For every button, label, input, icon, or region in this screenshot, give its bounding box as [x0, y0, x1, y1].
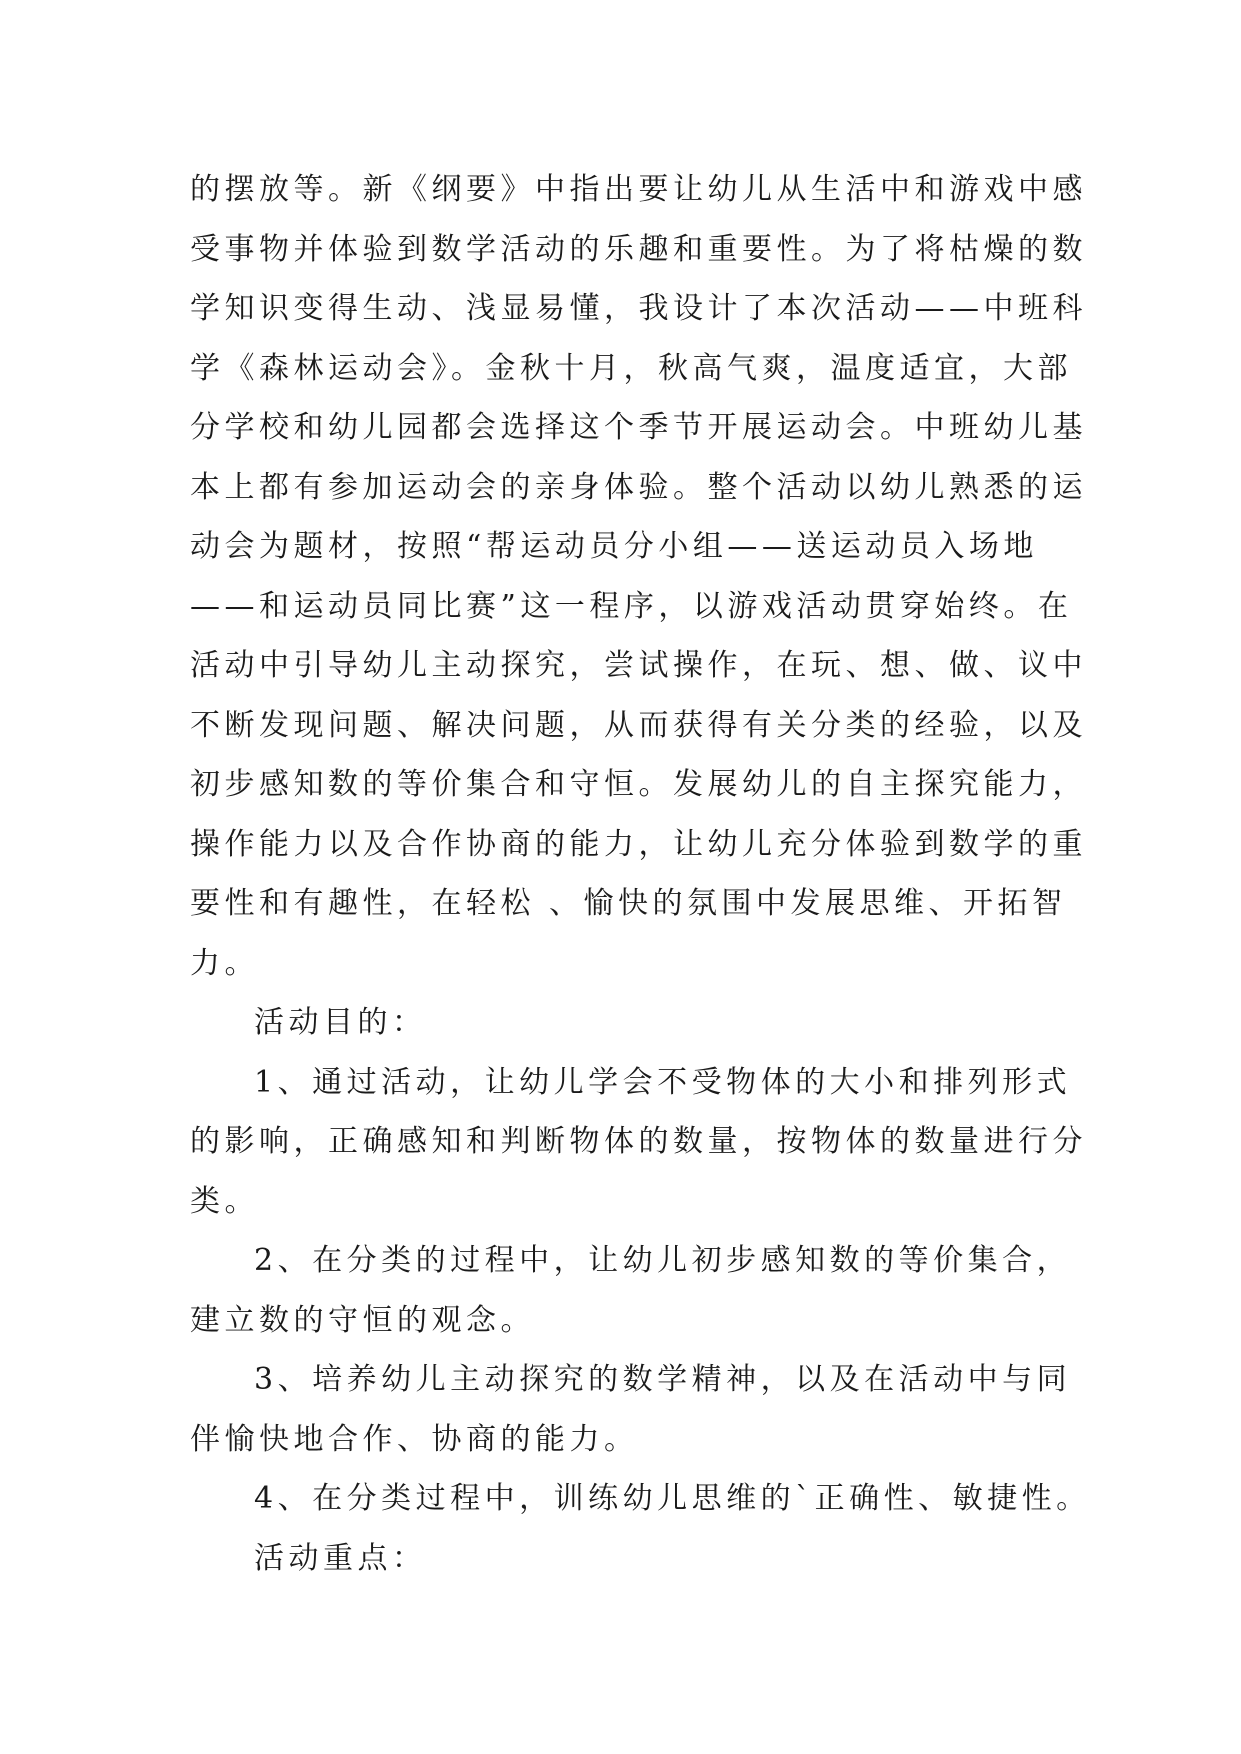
text-line: 初步感知数的等价集合和守恒。发展幼儿的自主探究能力， — [190, 767, 1087, 802]
text-line: 类。 — [190, 1183, 259, 1219]
text-line: 学知识变得生动、浅显易懂，我设计了本次活动——中班科 — [190, 291, 1087, 326]
text-line: 要性和有趣性，在轻松 、愉快的氛围中发展思维、开拓智 — [190, 886, 1067, 921]
text-line: 的影响，正确感知和判断物体的数量，按物体的数量进行分 — [190, 1124, 1087, 1159]
text-line: 不断发现问题、解决问题，从而获得有关分类的经验，以及 — [190, 707, 1087, 743]
text-line: 的摆放等。新《纲要》中指出要让幼儿从生活中和游戏中感 — [190, 172, 1087, 207]
text-line: 操作能力以及合作协商的能力，让幼儿充分体验到数学的重 — [190, 826, 1087, 862]
text-line: 受事物并体验到数学活动的乐趣和重要性。为了将枯燥的数 — [190, 231, 1087, 267]
list-item: 1、通过活动，让幼儿学会不受物体的大小和排列形式 — [254, 1064, 1072, 1100]
list-item: 3、培养幼儿主动探究的数学精神，以及在活动中与同 — [254, 1362, 1072, 1397]
section-heading: 活动重点： — [254, 1540, 427, 1576]
list-item: 2、在分类的过程中，让幼儿初步感知数的等价集合， — [254, 1243, 1072, 1278]
text-line: 建立数的守恒的观念。 — [190, 1302, 535, 1338]
text-line: 活动中引导幼儿主动探究，尝试操作，在玩、想、做、议中 — [190, 648, 1087, 683]
document-body — [190, 160, 1091, 1588]
text-line: 学《森林运动会》。金秋十月，秋高气爽，温度适宜，大部 — [190, 350, 1072, 386]
section-heading: 活动目的： — [254, 1005, 427, 1040]
text-line: 本上都有参加运动会的亲身体验。整个活动以幼儿熟悉的运 — [190, 469, 1087, 505]
text-line: 伴愉快地合作、协商的能力。 — [190, 1421, 639, 1457]
text-line: 动会为题材，按照“帮运动员分小组——送运动员入场地 — [190, 529, 1038, 564]
text-line: 力。 — [190, 945, 259, 981]
list-item: 4、在分类过程中，训练幼儿思维的`正确性、敏捷性。 — [254, 1481, 1091, 1516]
text-line: ——和运动员同比赛”这一程序，以游戏活动贯穿始终。在 — [190, 588, 1073, 624]
text-line: 分学校和幼儿园都会选择这个季节开展运动会。中班幼儿基 — [190, 410, 1087, 445]
